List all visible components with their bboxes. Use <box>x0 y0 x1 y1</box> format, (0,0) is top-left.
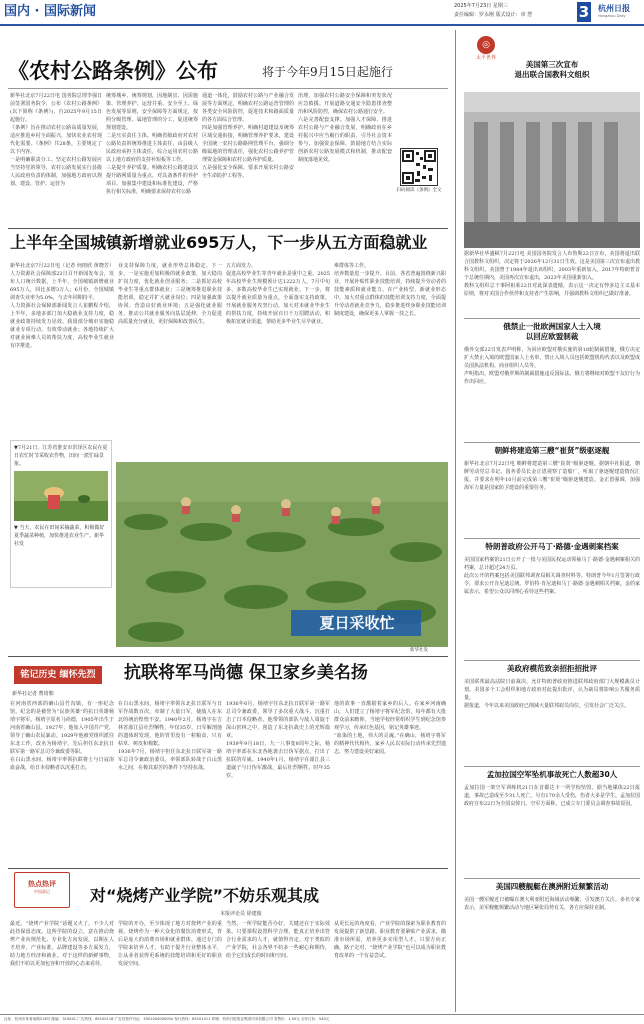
article2-headline[interactable]: 上半年全国城镇新增就业695万人，下一步从五方面稳就业 <box>10 233 428 252</box>
badge-bottom-text: 中国政记 <box>34 889 50 894</box>
qr-label: 扫码阅读《条例》全文 <box>396 188 442 193</box>
page-footer: 社址：杭州市体育场路218号 邮编：310041 广告热线：85100118 广告经营许可证：3301004000004 发行热线：85101011 印刷：杭州日报报业集团印务有限公司 零售价：1.50元 全年订价：540元 <box>0 1014 644 1024</box>
divider <box>464 660 640 661</box>
column-separator <box>455 30 456 1012</box>
article2-col1: 新华社北京7月22日电（记者 何雨欣 黄晓芳）人力资源社会保障部22日召开新闻发布会，发布人口统计数据。上半年，全国城镇新增就业695万人，同比多增3万人；6月份，全国城镇调查失业率为5.0%，与去年同期持平。 人力资源社会保障部新闻发言人崔鹏程介绍，上半年，多地多部门加大稳就业支持力度，稳就业政策持续发力见效。我国部分城市实施稳就业专项行动，有效带动就业；各地持续扩大对就业困难人员的帮扶力度，高校毕业生就业有序推进。 <box>10 263 114 349</box>
article4-byline: 本报评论员 徐建俊 <box>220 911 262 917</box>
story4-title[interactable]: 特朗普政府公开马丁·路德·金遇刺案档案 <box>485 542 619 551</box>
article2-col4: 难群体等工作。 培养数量进一步提升。目前，各省普遍围绕新兴职业，开展补贴性职业技能培训，持续提升劳动者的技能素质和就业能力。在产业转型、新就业形态中，加大对重点群体的技能培训支持力度，全面提升劳动者就业竞争力，稳步推进终身职业技能培训制度建设，确保更多人掌握一技之长。 <box>334 263 446 317</box>
article2-col3: 五方面发力。 促进高校毕业生等青年就业是重中之重。2025年高校毕业生规模预计达1222万人，7月中旬多，多数高校毕业生已实现就业。下一步，将以提升就业质量为重点，全面落实支持政策，开展就业服务攻坚行动，加大对未就业毕业生的帮扶力度，持续开展百日千万招聘活动，积极拓宽就业渠道，帮助更多毕业生尽早就业。 <box>226 263 330 325</box>
article1-col2: 统筹城乡、统筹规划，因地制宜、因需施策、管理养护、运营并重、安全至上、绿色发展等原则，安全保障等方面规定，按照分级管理、属地管理的分工，促进统筹规划建设。 二是压实责任主体。明确省级政府对农村公路负责的统筹推进主体责任，由县级人民政府承担主体责任，综合运用农村公路以上地方政府的支持补短板等工作。 三是提升养护质量。明确农村公路建设以提升路网质量为重点，对具备条件的养护项目，加强集中建设和标准化建设，严格执行相关标准，明确要求保持农村公路 <box>106 93 198 195</box>
article3-col2: 在白山黑水间，杨靖宇率领东北抗日联军与日军作战数百次，牵制了大量日军，使敌人在东北的统治惶惶不安。1940年2月，杨靖宇在吉林省濛江县壮烈牺牲，年仅35岁。日军解剖他的遗体时发现，他的胃里没有一粒粮食，只有枯草、树皮和棉絮。 1936年7月，杨靖宇担任东北抗日联军第一路军总司令兼政治委员，率领部队转战于白山黑水之间，在极其艰苦的条件下坚持抗战。 <box>118 701 222 771</box>
page-header <box>0 0 644 26</box>
story5-body: 美国联邦最高法院日前裁决，允许特朗普政府推进联邦政府部门大规模裁员计划。美国多个工会组织和地方政府对此提出批评，认为裁员将影响公共服务质量。 据报道，今年以来美国政府已削减大量联邦雇员岗位，引发社会广泛关注。 <box>464 679 640 709</box>
article3-col1: 在河南省西部的确山县竹沟镇，有一座纪念馆，纪念的是被誉为“民族英雄”的抗日英雄杨靖宇将军。杨靖宇原名马尚德，1905年出生于河南省确山县。1927年，他加入中国共产党，领导了确山农民暴动。1929年他被党组织派往东北工作，改名为杨靖宇，先后担任东北抗日联军第一路军总司令兼政委等职。 在白山黑水间，杨靖宇率领抗联将士与日寇浴血奋战，给日本侵略者以沉重打击。 <box>10 701 114 771</box>
farm-worker-image <box>14 471 108 521</box>
photo-credit: 新华社发 <box>410 648 428 653</box>
main-photo[interactable] <box>116 462 448 647</box>
date-line: 2025年7月23日 星期三 <box>454 3 508 9</box>
article1-col3: 通道一体化，鼓励农村公路与产业融合发展等方面规定，明确农村公路运营管理的各类安全风险防控，促进技术和路面质量的各方面综合管理。 四是加强管理养护。明确村道建设及统筹区域交通衔接，明确管理养护要求，建设全国统一农村公路路网管理平台，强调分级属地的管理责任，强化农村公路养护管理资金保障和农村公路养护质量。 五是强化安全保障。要求开展农村公路安全生命防护工程等。 <box>202 93 294 179</box>
story2-title[interactable]: 俄禁止一批欧洲国家人士入境 以回应欧盟制裁 <box>503 322 601 341</box>
story7-body: 美国一艘军舰近日被曝在澳大利亚附近海域活动频繁，引发澳方关注。多名专家表示，美军舰艇频繁活动与地区紧张局势有关，各方应保持克制。 <box>464 897 640 911</box>
story3-body: 新华社北京7月22日电 朝鲜将建造第三艘“崔贤”级驱逐舰。据朝中社报道，朝鲜劳动党总书记、国务委员长金正恩视察了造船厂，听取了驱逐舰建造情况汇报，并要求在明年10月前完成第三艘“崔贤”级驱逐舰建造。金正恩强调，加强海军力量是国家防卫建设的重要任务。 <box>464 461 640 491</box>
unesco-building-image <box>464 92 640 248</box>
article4-col1: 最近，“烧烤产业学院”话题又火了，不少人对此持保留态度。这所学院的设立，意在推动烧烤产业向规范化、专业化方向发展，以期在人才培养、产业标准、品牌建设等多方面发力，助力地方经济和就业。对于这样的新鲜事物，我们不妨以更加包容和开放的心态来看待。 <box>10 921 114 967</box>
article4-col4: 从更长远的角度看，产业学院的探索为职业教育的发展提供了新思路。职业教育要紧贴产业需求，瞄准市场所需，培养更多实用型人才。只要方向正确、路子走对，“烧烤产业学院”也可以成为职业教育改革的一个有益尝试。 <box>334 921 446 959</box>
story1-title[interactable]: 美国第三次宣布 退出联合国教科文组织 <box>514 60 590 79</box>
story2-body: 俄外交部22日发表声明称，为回应欧盟对俄实施的第18轮制裁措施，俄方决定扩大禁止入境的欧盟国家人士名单，禁止入境人员包括欧盟机构代表以及欧盟成员国执法机构、商业组织人员等。 声明指出，欧盟对俄罗斯的制裁措施违反国际法，俄方将继续对欧盟不友好行为作出回应。 <box>464 347 640 385</box>
article3-byline: 新华社记者 曹琦朝 <box>12 691 54 697</box>
masthead: 杭州日报 <box>598 3 630 13</box>
badge-top-text: 热点热评 <box>28 880 56 888</box>
story6-body: 孟加拉国一架空军训练机21日在首都达卡一所学校坠毁。据当地媒体22日报道，事故已造成至少31人死亡，另有170余人受伤，伤者大多是学生。孟加拉国政府宣布22日为全国哀悼日。空军方面称，已成立专门委员会调查事故原因。 <box>464 785 640 807</box>
editor-line: 责任编辑：罗永刚 版式设计：章 慧 <box>454 12 533 18</box>
story1-body: 据新华社华盛顿7月22日电 美国国务院发言人布鲁斯22日宣布，美国将退出联合国教科文组织，决定将于2026年12月31日生效。这是美国第三次宣布退出教科文组织。美国曾于1984年退出该组织，2003年重新加入。2017年特朗普首个总统任期内，美国再次宣布退出，2023年美国重新加入。 教科文组织总干事阿祖莱22日对此深表遗憾，表示这一决定有悖多边主义基本原则，将对美国合作伙伴和支持者产生影响，并强调教科文组织已做好准备。 <box>464 251 640 297</box>
article3-headline[interactable]: 抗联将军马尚德 保卫家乡美名扬 <box>124 663 368 683</box>
photo-caption-bottom: ▼ 当天，农民在田间采摘蔬菜，积极做好夏季蔬菜种植，加快推进农业生产。新华社发 <box>14 525 105 547</box>
article1-headline[interactable]: 《农村公路条例》公布 <box>8 59 218 83</box>
page-number: 3 <box>578 3 590 21</box>
divider <box>8 656 448 657</box>
photo-caption-box <box>10 440 112 588</box>
divider <box>464 766 640 767</box>
hot-comment-badge <box>14 872 70 908</box>
article1-subhead: 将于今年9月15日起施行 <box>262 65 393 79</box>
unesco-photo[interactable] <box>464 92 640 248</box>
divider <box>464 538 640 539</box>
divider <box>464 878 640 879</box>
article1-col1: 新华社北京7月22日电 国务院总理李强日前签署国务院令，公布《农村公路条例》(以下简称《条例》)，自2025年9月15日起施行。 《条例》旨在推动农村公路高质量发展，适应推进乡村全面振兴，加快农业农村现代化需要。《条例》共28条，主要规定了以下内容。 一是明确职责分工。坚定农村公路发展应当坚持党的领导，农村公路发展实行县级人民政府负责的体制，加强地方政府以规划、建设、管护、运营为 <box>10 93 102 187</box>
world-logo-label: 太平世界 <box>475 55 496 61</box>
article3-col4: 他的故事一直激励着家乡的后人。在家乡河南确山，人们建立了杨靖宇将军纪念馆，每年都有大批群众前来瞻仰。当地学校经常组织学生到纪念馆参观学习，传承红色基因，铭记英雄事迹。 “血染的土地，伟大的灵魂。”在确山，杨靖宇将军的精神代代相传，家乡人民以实际行动传承先烈遗志，努力建设美好家园。 <box>334 701 446 755</box>
globe-icon: ◎ <box>477 36 495 54</box>
divider <box>8 868 448 869</box>
masthead-sub: Hangzhou Daily <box>598 14 626 18</box>
divider <box>464 442 640 443</box>
photo-caption-top: ▼7月21日，江苏省淮安市洪泽区农民在夏日农忙时节采收农作物，田间一派忙碌景象。 <box>14 445 108 467</box>
article2-col2: 业支持保障力度，就业形势总体稳定。下一步，一是实施更加积极的就业政策，加大稳岗扩岗力度，优化就业创业服务；二是抓好高校毕业生等重点群体就业；三是统筹推进职业技能培训，稳定并扩大就业岗位；四是加强政策协同，营造良好就业环境；五是强化就业服务，推动公共就业服务向基层延伸，全力促进高质量充分就业，更好保障和改善民生。 <box>118 263 222 325</box>
divider <box>464 318 640 319</box>
divider <box>8 228 448 229</box>
inset-photo <box>14 471 108 521</box>
qr-code-icon[interactable] <box>400 148 438 186</box>
divider <box>8 88 448 89</box>
story5-title[interactable]: 美政府模范致亲招拒招批评 <box>507 664 597 673</box>
story6-title[interactable]: 孟加拉国空军坠机事故死亡人数超30人 <box>486 770 618 779</box>
article4-col3: 当然，一所学院能否办好，关键还在于实际效果。只要课程设置科学合理，能真正培养出符合行业需求的人才，就值得肯定。对于类似的产业学院，社会各界不妨多一些耐心和期待，给予它们成长的时间和空间。 <box>226 921 330 959</box>
photo-overlay-title: 夏日采收忙 <box>319 614 395 632</box>
article4-headline[interactable]: 对“烧烤产业学院”不妨乐观其成 <box>90 886 320 905</box>
qr-code-graphic <box>401 149 437 185</box>
article1-col4: 治理，加强农村公路安全保障和突发状况应急救援。开展道路交通安全隐患排查整治和风险防控，确保农村公路通行安全。 六是完善配套支撑。加强人才保障、推进农村公路与产业融合发展，明确政府在乡村振兴中应当履行的职责，引导社会资本参与，加强资金保障，鼓励地方结合实际创新农村公路发展模式和机制，推动配套制度落地见效。 <box>298 93 392 163</box>
article3-col3: 1936年6月，杨靖宇任东北抗日联军第一路军总司令兼政委，领导了多次重大战斗，沉重打击了日本侵略者。他带领的部队与敌人周旋于深山密林之中，创造了东北抗战史上的光辉篇章。 1939年9月18日，九一八事变8周年之际，杨靖宇率部在东北各地袭击日伪军据点，打出了抗联的军威。1940年1月，杨靖宇在濛江县三道崴子与日伪军激战，最后壮烈牺牲，时年35岁。 <box>226 701 330 779</box>
section-title: 国内 · 国际新闻 <box>4 4 96 19</box>
story3-title[interactable]: 朝鲜将建造第三艘“崔贤”级驱逐舰 <box>494 446 610 455</box>
article4-col2: 学院的开办，至少体现了地方对烧烤产业的重视。烧烤作为一种大众化的餐饮消费形式，背后是庞大的消费市场和就业群体。通过专门的学院来培养人才，有助于提升行业整体水平，让从业者获得更系统的技能培训和更好的职业发展空间。 <box>118 921 222 967</box>
story7-title[interactable]: 美国四艘舰艇在澳洲附近频繁活动 <box>495 882 609 891</box>
article3-kicker: 铭记历史 缅怀先烈 <box>14 666 102 684</box>
story4-body: 美国国家档案馆21日公开了一批与美国民权运动领袖马丁·路德·金遇刺案相关的档案，总计超过24万页。 此次公开的档案包括美国联邦调查局相关调查材料等。特朗普今年1月签署行政令，要求公开肯尼迪总统、罗伯特·肯尼迪和马丁·路德·金遇刺相关档案。金的家属表示，希望公众以同理心看待这些档案。 <box>464 557 640 595</box>
